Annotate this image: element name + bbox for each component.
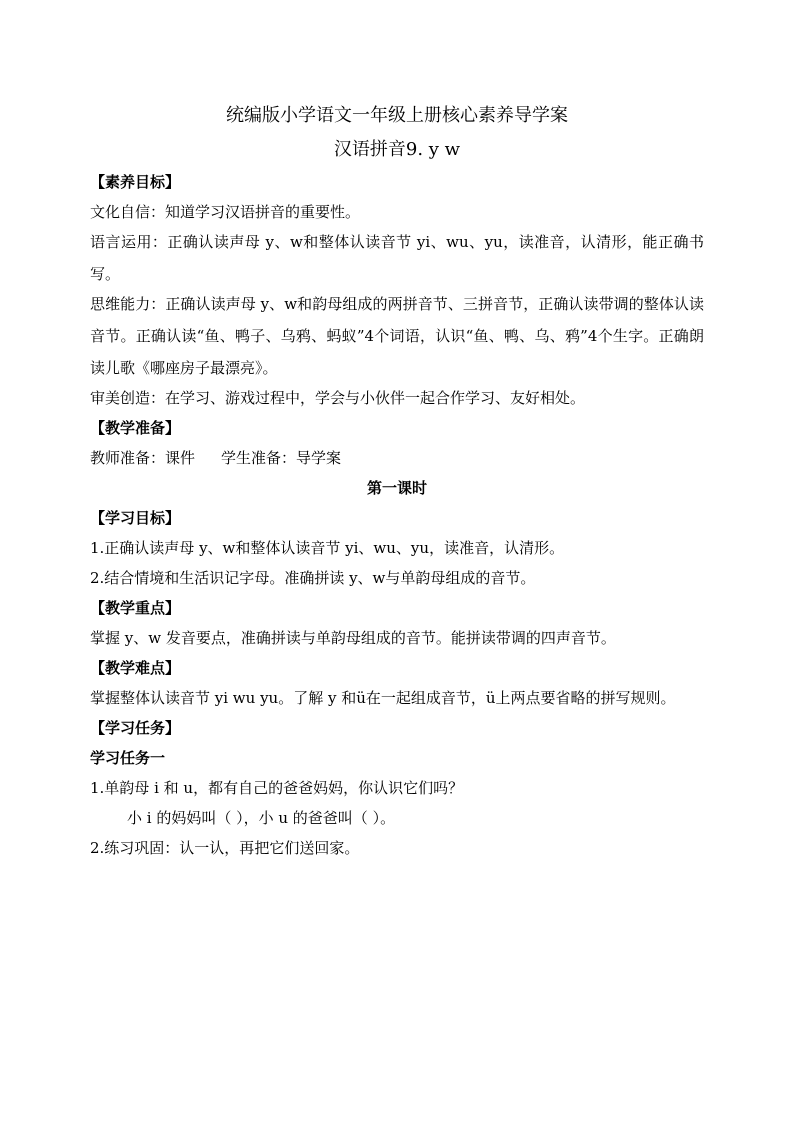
prep-teacher: 教师准备：课件 — [90, 449, 196, 467]
goal-language: 语言运用：正确认读声母 y、w和整体认读音节 yi、wu、yu，读准音，认清形，能正确书写。 — [90, 233, 704, 283]
task-1-question-1: 1.单韵母 i 和 u，都有自己的爸爸妈妈，你认识它们吗？ — [90, 779, 464, 797]
task-1-question-1-blanks: 小 i 的妈妈叫（ ），小 u 的爸爸叫（ ）。 — [127, 809, 396, 827]
section-heading-difficulties: 【教学难点】 — [90, 659, 181, 677]
prep-student: 学生准备：导学案 — [221, 449, 342, 467]
document-subtitle: 汉语拼音9. y w — [333, 139, 461, 160]
section-heading-goals: 【素养目标】 — [90, 173, 181, 191]
document-title: 统编版小学语文一年级上册核心素养导学案 — [226, 105, 568, 126]
goal-aesthetic: 审美创造：在学习、游戏过程中，学会与小伙伴一起合作学习、友好相处。 — [90, 389, 586, 407]
section-heading-key-points: 【教学重点】 — [90, 599, 181, 617]
section-heading-prep: 【教学准备】 — [90, 419, 181, 437]
section-heading-study-goals: 【学习目标】 — [90, 509, 181, 527]
goal-culture: 文化自信：知道学习汉语拼音的重要性。 — [90, 203, 361, 221]
key-points-text: 掌握 y、w 发音要点，准确拼读与单韵母组成的音节。能拼读带调的四声音节。 — [90, 629, 616, 647]
lesson-title: 第一课时 — [366, 479, 427, 497]
section-heading-tasks: 【学习任务】 — [90, 719, 181, 737]
prep-line — [90, 448, 704, 468]
difficulties-text: 掌握整体认读音节 yi wu yu。了解 y 和ü在一起组成音节，ü上两点要省略的拼写规则。 — [90, 689, 676, 707]
study-goal-2: 2.结合情境和生活识记字母。准确拼读 y、w与单韵母组成的音节。 — [90, 569, 536, 587]
goal-thinking: 思维能力：正确认读声母 y、w和韵母组成的两拼音节、三拼音节，正确认读带调的整体认读音节。正确认读“鱼、鸭子、乌鸦、蚂蚁”4个词语，认识“鱼、鸭、乌、鸦”4个生字。正确朗读儿歌《哪座房子最漂亮》。 — [90, 295, 704, 377]
task-1-question-2: 2.练习巩固：认一认，再把它们送回家。 — [90, 839, 360, 857]
study-goal-1: 1.正确认读声母 y、w和整体认读音节 yi、wu、yu，读准音，认清形。 — [90, 539, 565, 557]
task-1-title: 学习任务一 — [90, 749, 166, 767]
